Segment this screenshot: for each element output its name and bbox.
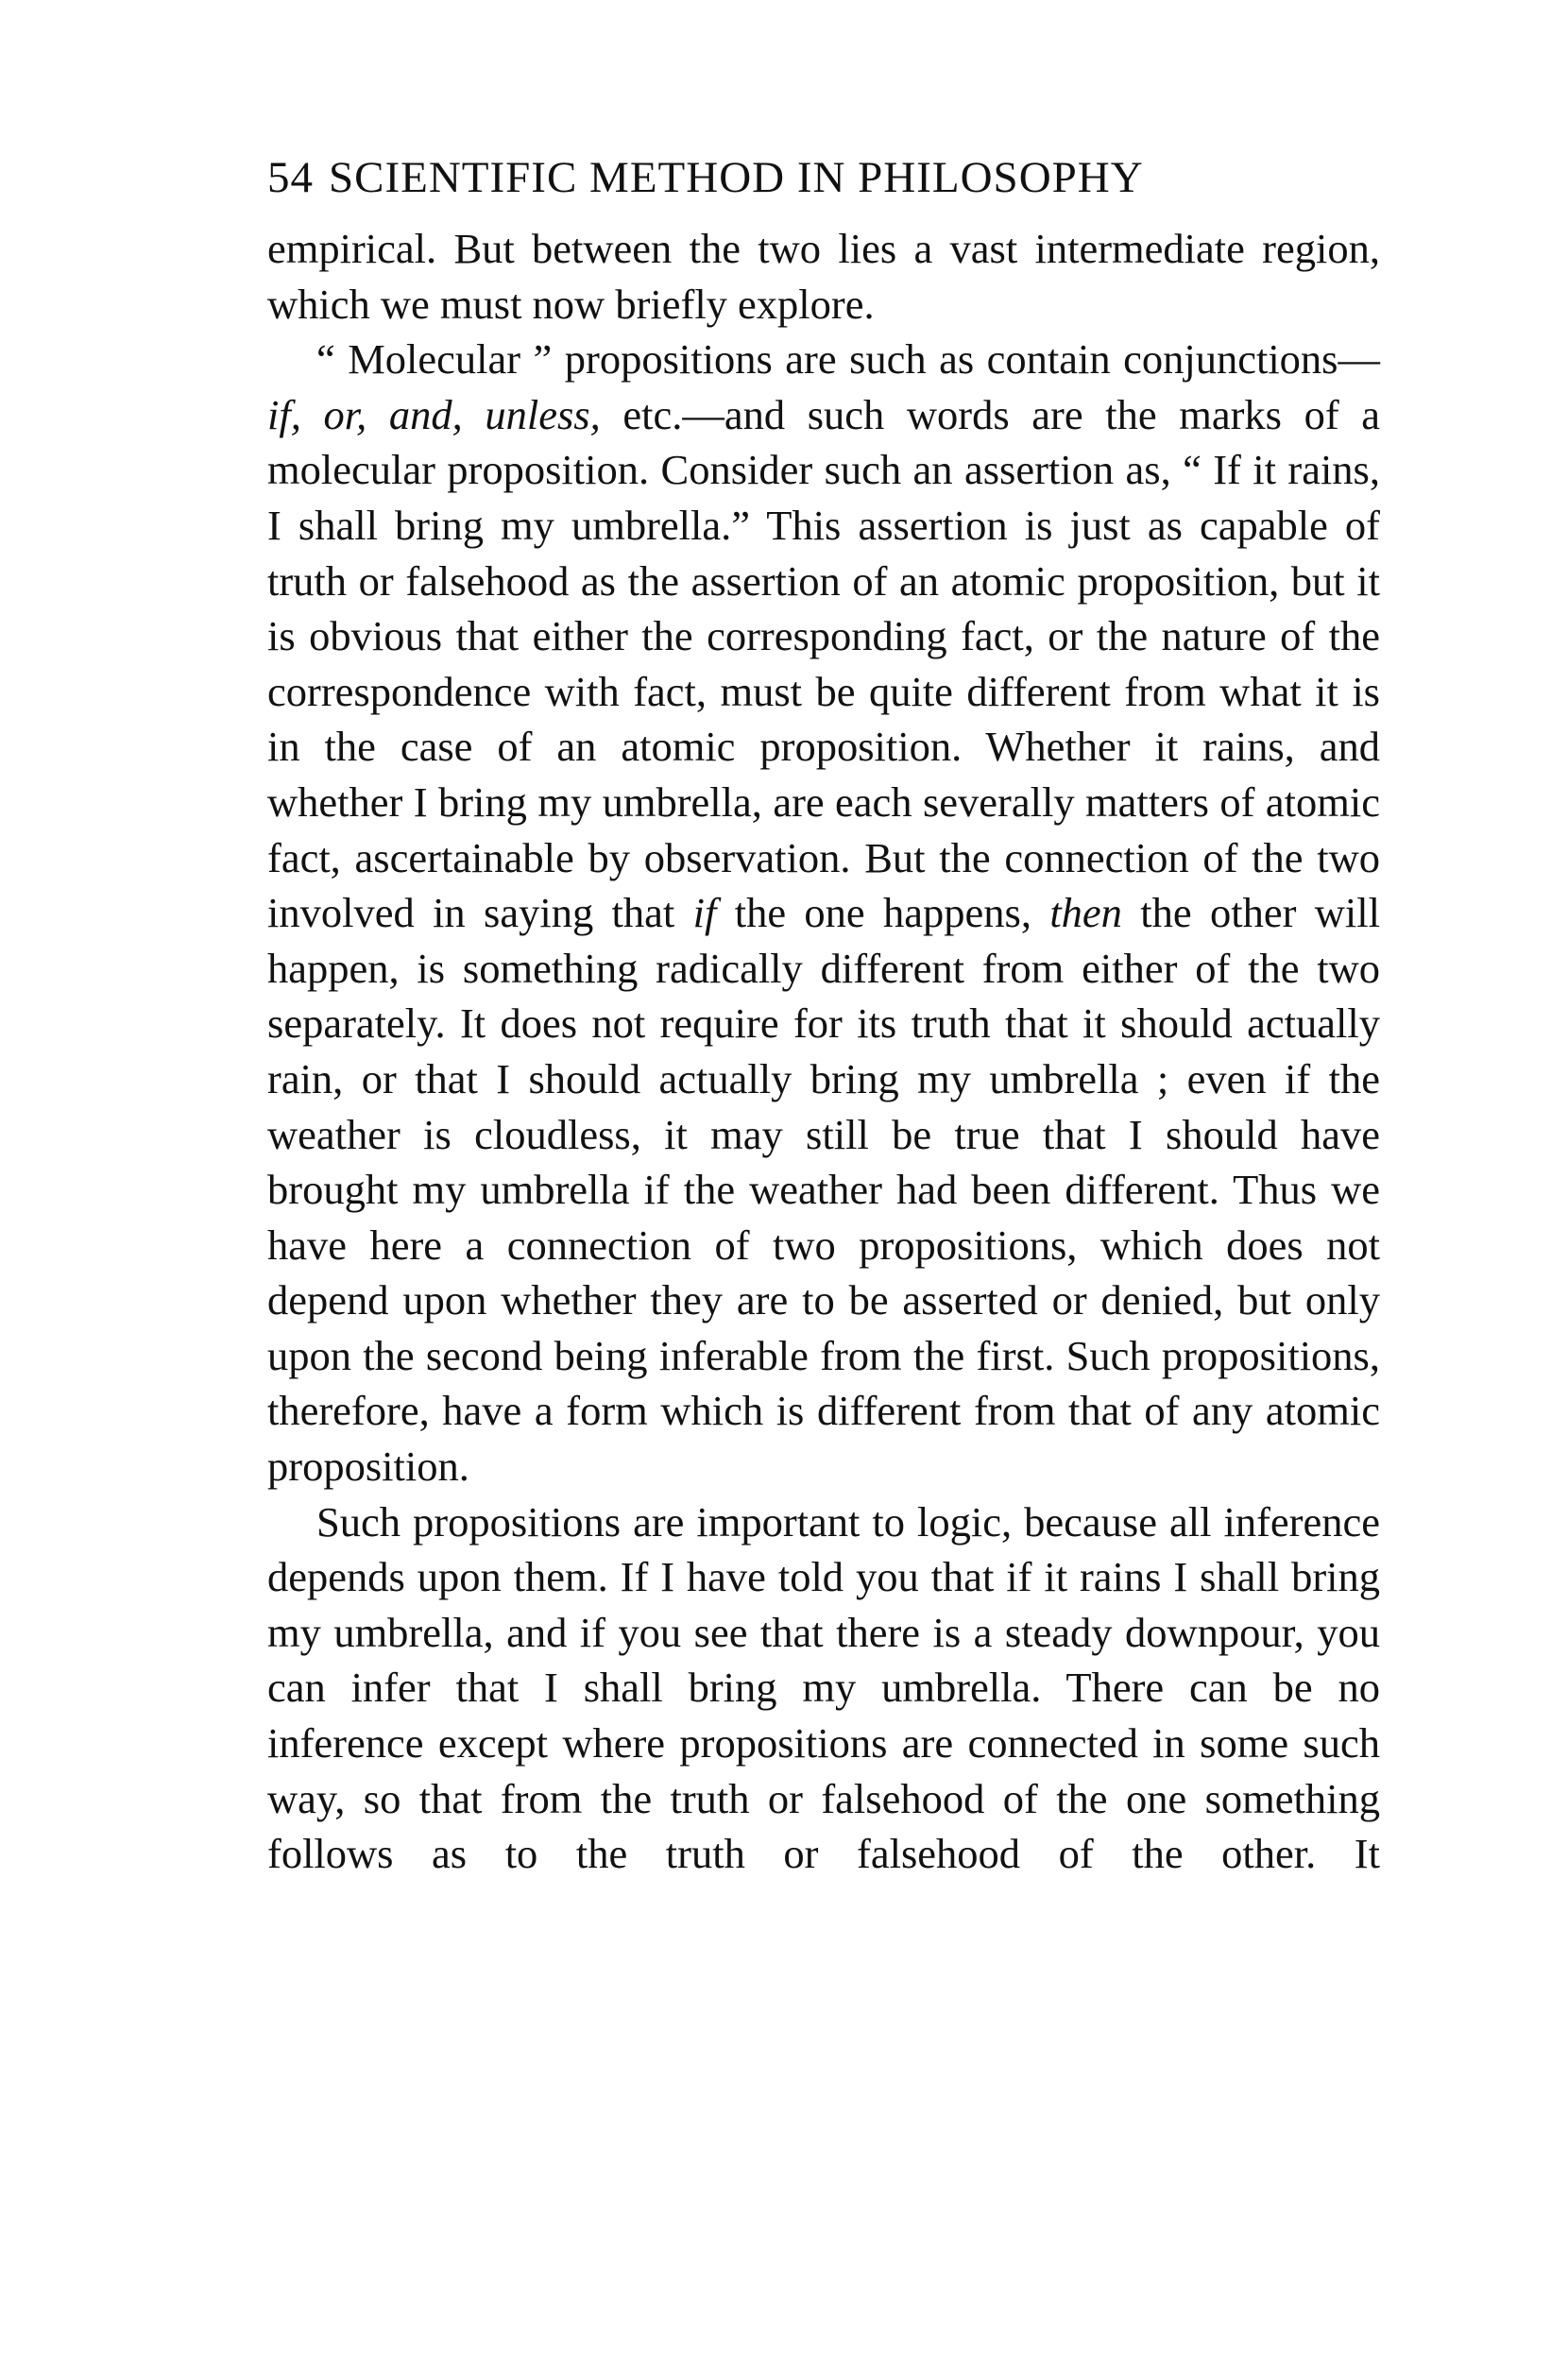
paragraph-3: Such propositions are important to logic, because all inference depends upon them. If I have told you that if it rains I shall bring my umbrella, and if you see that there is a steady downpour, you can infer that I shall bring my umbrella. There can be no inference except where propositions are connected in some such way, so that from the truth or falsehood of the one something follows as to the truth or falsehood of the other. It [267,1497,1380,1878]
conjunction-if: if, [267,390,301,438]
emphasis-then: then [1049,889,1122,937]
paragraph-1: empirical. But between the two lies a vast intermediate region, which we must now briefly explore. [267,225,1380,328]
conjunction-or: or, [323,390,367,438]
conjunction-unless: unless, [485,390,601,438]
page-number: 54 [267,153,314,202]
emphasis-if: if [692,889,717,937]
running-title: SCIENTIFIC METHOD IN PHILOSOPHY [329,153,1144,202]
conjunction-and: and, [388,390,463,438]
paragraph-2-text-end: the other will happen, is something radically different from either of the two separately. It does not require for its truth that it should actually rain, or that I should actually bring my umbrella ; even if the weather is cloudless, it may still be true that I should have brought my umbrella if the weather had been different. Thus we have here a connection of two propositions, which does not depend upon whether they are to be asserted or denied, but only upon the second being inferable from the first. Such propositions, therefore, have a form which is different from that of any atomic proposition. [267,889,1380,1491]
paragraph-2-text-between: the one happens, [716,889,1050,937]
body-text [267,221,1380,1882]
running-head [267,151,1380,204]
paragraph-2-text-middle: etc.—and such words are the marks of a molecular proposition. Consider such an assertion as, “ If it rains, I shall bring my umbrella.” This assertion is just as capable of truth or falsehood as the assertion of an atomic proposition, but it is obvious that either the corresponding fact, or the nature of the correspondence with fact, must be quite different from what it is in the case of an atomic proposition. Whether it rains, and whether I bring my umbrella, are each severally matters of atomic fact, ascertainable by observation. But the connection of the two involved in saying that [267,390,1381,937]
book-page [267,151,1380,1882]
paragraph-2-text-start: “ Molecular ” propositions are such as contain conjunctions— [316,335,1380,384]
paragraph-2 [267,332,1380,1494]
